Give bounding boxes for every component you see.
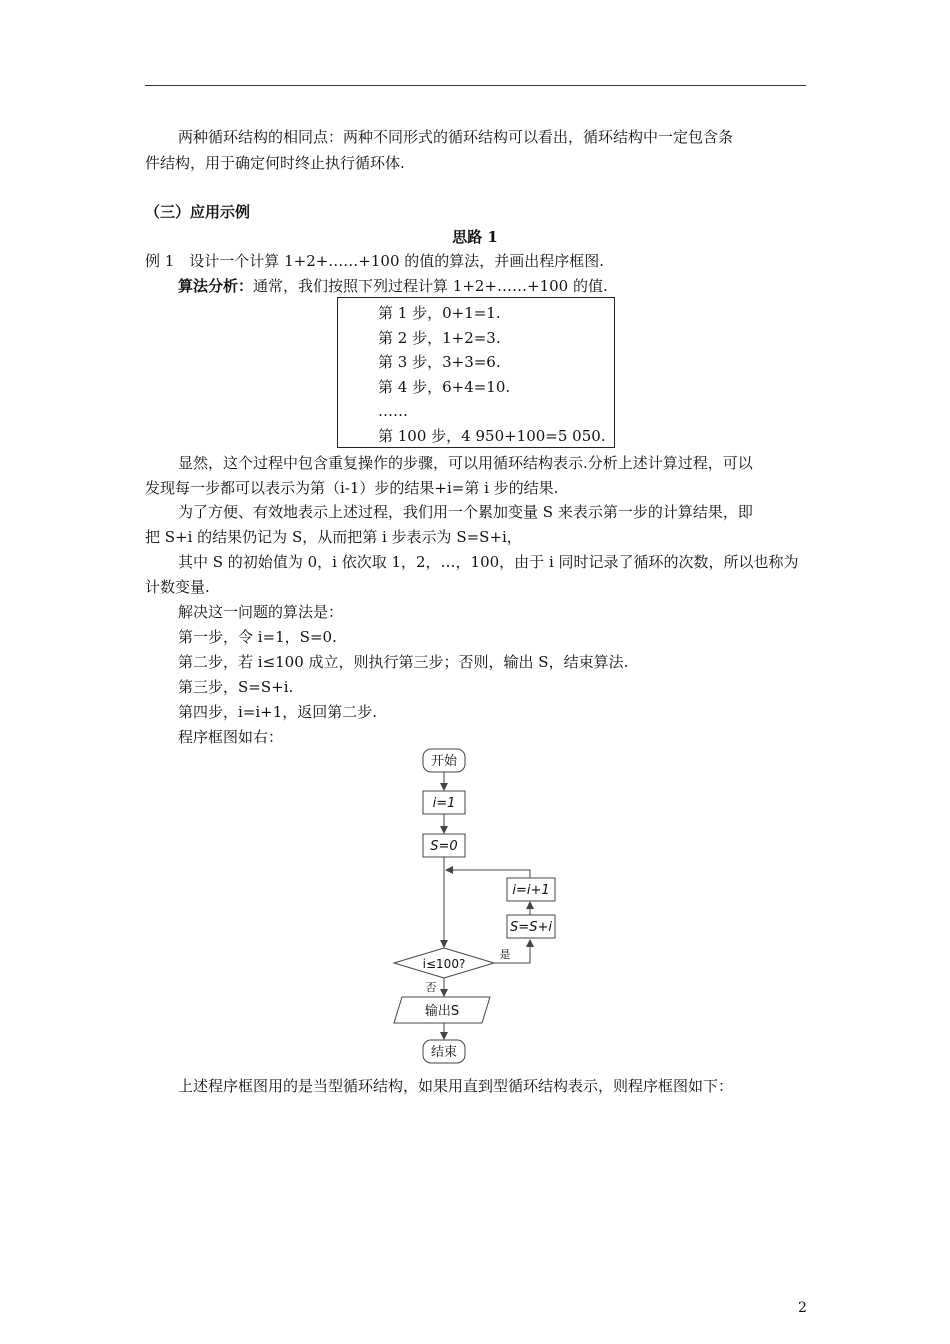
init-i-label: i=1 <box>432 796 456 811</box>
para-convenience-line1: 为了方便、有效地表示上述过程，我们用一个累加变量 S 来表示第一步的计算结果，即 <box>178 503 753 521</box>
analysis-label: 算法分析： <box>178 277 254 295</box>
init-s-label: S=0 <box>430 839 458 854</box>
step-line: 第 100 步，4 950+100=5 050. <box>378 427 606 445</box>
end-label: 结束 <box>430 1045 458 1060</box>
algo-step-1: 第一步，令 i=1，S=0. <box>178 628 337 646</box>
para-convenience-line2: 把 S+i 的结果仍记为 S，从而把第 i 步表示为 S=S+i， <box>145 528 522 546</box>
yes-label: 是 <box>499 948 511 961</box>
idea-title: 思路 1 <box>452 228 498 246</box>
inc-i-label: i=i+1 <box>512 883 550 898</box>
para-same-line1: 两种循环结构的相同点：两种不同形式的循环结构可以看出，循环结构中一定包含条 <box>178 128 734 146</box>
section-title: （三）应用示例 <box>145 203 251 221</box>
analysis-text: 通常，我们按照下列过程计算 1+2+……+100 的值. <box>253 277 608 295</box>
flow-intro: 程序框图如右： <box>178 728 284 746</box>
algo-intro: 解决这一问题的算法是： <box>178 603 344 621</box>
acc-s-label: S=S+i <box>510 920 552 935</box>
step-line: 第 3 步，3+3=6. <box>378 353 501 371</box>
example-1: 例 1 设计一个计算 1+2+……+100 的值的算法，并画出程序框图. <box>145 252 605 270</box>
algo-step-3: 第三步，S=S+i. <box>178 678 294 696</box>
para-obvious-line2: 发现每一步都可以表示为第（i-1）步的结果+i=第 i 步的结果. <box>145 479 559 497</box>
step-line: 第 4 步，6+4=10. <box>378 378 511 396</box>
output-label: 输出S <box>424 1004 460 1019</box>
step-line: 第 2 步，1+2=3. <box>378 329 501 347</box>
para-obvious-line1: 显然，这个过程中包含重复操作的步骤，可以用循环结构表示.分析上述计算过程，可以 <box>178 454 753 472</box>
no-label: 否 <box>425 981 437 994</box>
algo-step-2: 第二步，若 i≤100 成立，则执行第三步；否则，输出 S，结束算法. <box>178 653 629 671</box>
algo-step-4: 第四步，i=i+1，返回第二步. <box>178 703 378 721</box>
closing-text: 上述程序框图用的是当型循环结构，如果用直到型循环结构表示，则程序框图如下： <box>178 1077 734 1095</box>
page-number: 2 <box>798 1300 807 1316</box>
condition-label: i≤100? <box>422 957 466 971</box>
para-initial-line1: 其中 S 的初始值为 0，i 依次取 1，2，…，100，由于 i 同时记录了循环的次数，所以也称为 <box>178 553 799 571</box>
step-line: …… <box>378 402 408 420</box>
para-initial-line2: 计数变量. <box>145 578 210 596</box>
step-line: 第 1 步，0+1=1. <box>378 304 501 322</box>
start-label: 开始 <box>430 754 458 769</box>
para-same-line2: 件结构，用于确定何时终止执行循环体. <box>145 154 405 172</box>
